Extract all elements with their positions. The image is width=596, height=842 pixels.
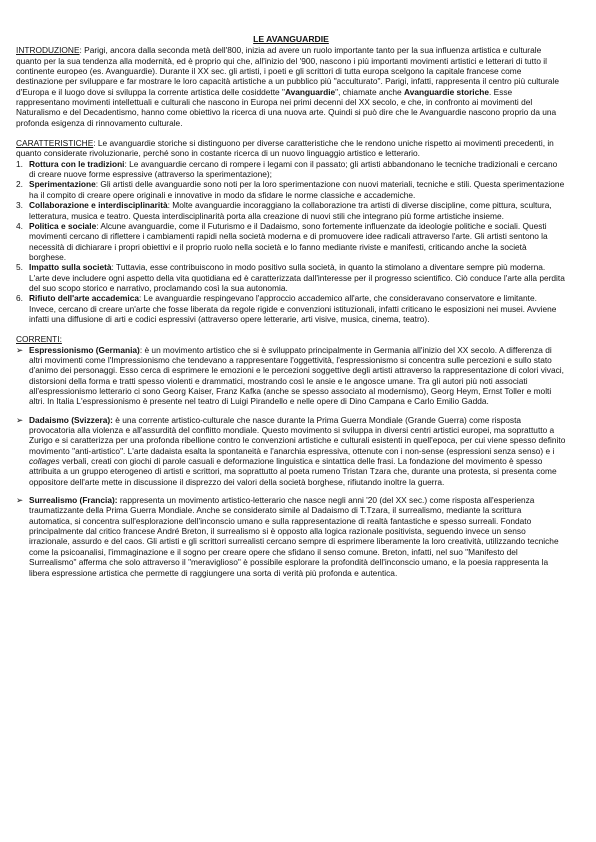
spacer: [16, 128, 566, 138]
car-item-number: 6.: [16, 293, 23, 304]
correnti-item-italic: collages: [29, 456, 60, 467]
intro-bold-1: Avanguardie: [284, 86, 336, 97]
car-item-head: Politica e sociale: [29, 220, 97, 231]
car-item-number: 5.: [16, 262, 23, 273]
car-item-head: Impatto sulla società: [29, 262, 112, 273]
car-item-text: : Le avanguardie cercano di rompere i legami con il passato; gli artisti abbandonano le tecniche tradizionali e cercano di creare nuove forme espressive (attraverso la sperimentazione);: [29, 158, 558, 180]
car-item-text: : Le avanguardie respingevano l'approccio accademico all'arte, che consideravano conservatore e limitante. Invece, cercano di creare un'arte che fosse liberata da regole rigide e convenzioni istituzionali, infatti criticano le esposizioni nei musei. Avviene infatti una diffusione di arti e codici espressivi (attraverso opere letterarie, arti visive, musica, cinema, teatro).: [29, 293, 557, 324]
car-list: [16, 159, 566, 325]
car-item-head: Rifiuto dell'arte accademica: [29, 293, 140, 304]
intro-bold-2: Avanguardie storiche: [404, 86, 490, 97]
correnti-heading: CORRENTI:: [16, 334, 62, 345]
car-item-head: Collaborazione e interdisciplinarità: [29, 200, 168, 211]
car-item-number: 3.: [16, 200, 23, 211]
correnti-item-text: rappresenta un movimento artistico-letterario che nasce negli anni '20 (del XX sec.) come risposta all'esperienza traumatizzante della Prima Guerra Mondiale. Anche se considerato simile al Dadaismo di T.Tzara, il surrealismo, mediante la scrittura automatica, si concentra sull'esplorazione dell'inconscio umano e sulla rappresentazione di realtà fantastiche e spesso surreali. Fondato principalmente dal critico francese André Breton, il surrealismo si è opposto alla logica razionale positivista, seguendo invece un senso irrazionale, assurdo e del caos. Gli artisti e gli scrittori surrealisti cercano sempre di esprimere liberamente la loro creatività, utilizzando tecniche come la psicoanalisi, l'immaginazione e il sogno per creare opere che sfidano il senso comune. Breton, infatti, nel suo "Manifesto del Surrealismo" afferma che solo attraverso il "meraviglioso" è possibile esplorare la profondità dell'inconscio umano, e la poesia rappresenta la libera espressione artistica che permette di raggiungere una sorta di verità più profonda e autentica.: [29, 495, 559, 578]
car-heading: CARATTERISTICHE: [16, 138, 94, 149]
correnti-item-dadaismo: [16, 415, 566, 487]
car-item-number: 4.: [16, 220, 23, 231]
spacer: [16, 487, 566, 495]
intro-paragraph: [16, 45, 566, 128]
car-item: [16, 293, 566, 324]
arrow-bullet-icon: ➢: [16, 414, 24, 425]
correnti-item-surrealismo: [16, 495, 566, 578]
car-intro-paragraph: [16, 138, 566, 159]
car-item-text: : Alcune avanguardie, come il Futurismo e il Dadaismo, sono fortemente influenzate da ideologie politiche e sociali. Questi movimenti cercano di riflettere i cambiamenti rapidi nella società moderna e di promuovere idee radicali attraverso l'arte. Gli artisti sentono la necessità di dichiarare i propri obiettivi e il proprio ruolo nella società e lo fanno mediante riviste e manifesti, criticando anche la società borghese.: [29, 220, 548, 262]
arrow-bullet-icon: ➢: [16, 344, 24, 355]
car-item-number: 1.: [16, 158, 23, 169]
intro-text-1: : Parigi, ancora dalla seconda metà dell'800, inizia ad avere un ruolo importante tanto per la sua influenza artistica e culturale quanto per la sua tendenza alla modernità, ed è proprio qui che, all'inizio del '900, nascono i più importanti movimenti artistici e letterari di tutto il continente europeo (es. Avanguardie). Durante il XX sec. gli artisti, i poeti e gli scrittori di tutta europa scelgono la capitale francese come destinazione per sviluppare e far mostrare le loro capacità artistiche a un pubblico più "acculturato". Parigi, infatti, rappresenta il centro più culturale d'Europa e il luogo dove si sviluppa la corrente artistica delle cosiddette ": [16, 45, 559, 97]
intro-heading: INTRODUZIONE: [16, 45, 80, 56]
car-item: [16, 221, 566, 262]
correnti-item-espressionismo: [16, 345, 566, 407]
car-item: [16, 179, 566, 200]
intro-text-3: . Esse rappresentano movimenti intellettuali e culturali che nascono in Europa nei primi decenni del XX secolo, e che, in confronto ai movimenti del Naturalismo e del Decadentismo, hanno come obiettivo la ricerca di una nuova arte. Quindi si può dire che le Avanguardie nascono proprio da una profonda esigenza di rinnovamento culturale.: [16, 86, 557, 128]
spacer: [16, 324, 566, 334]
correnti-item-head: Surrealismo (Francia):: [29, 495, 118, 506]
spacer: [16, 407, 566, 415]
correnti-list: [16, 345, 566, 578]
car-item: [16, 159, 566, 180]
correnti-item-text: è una corrente artistico-culturale che nasce durante la Prima Guerra Mondiale (Grande Guerra) come risposta provocatoria alla violenza e all'assurdità del conflitto mondiale. Questo movimento si sviluppa in diversi centri artistici europei, ma soprattutto a Zurigo e si caratterizza per una profonda ribellione contro le convenzioni artistiche e culturali esistenti in quell'epoca, per cui viene spesso definito movimento "anti-artistico". L'arte dadaista esalta la spontaneità e l'anarchia espressiva, ottenute con i non-sense (espressioni senza senso) e i: [29, 414, 566, 456]
correnti-item-head: Dadaismo (Svizzera):: [29, 414, 113, 425]
correnti-item-head: Espressionismo (Germania): [29, 344, 140, 355]
correnti-item-text: : è un movimento artistico che si è sviluppato principalmente in Germania all'inizio del XX secolo. A differenza di altri movimenti come l'Impressionismo che tendevano a rappresentare l'oggettività, l'espressionismo si concentra sulle percezioni e sullo stato d'animo dei personaggi. Esso cerca di esprimere le emozioni e le percezioni soggettive degli artisti attraverso la rappresentazione di colori vivaci, distorsioni della forma e tratti spesso violenti e drammatici, mostrando così le ansie e le angosce umane. Tra gli autori più noti associati all'espressionismo letterario ci sono Georg Kaiser, Franz Kafka (anche se spesso associato al modernismo), Georg Heym, Ernst Toller e molti altri. In Italia L'espressionismo è presente nel teatro di Luigi Pirandello e nelle opere di Dino Campana e Carlo Emilio Gadda.: [29, 344, 564, 407]
correnti-item-text-2: verbali, creati con giochi di parole casuali e deformazione linguistica e sintattica delle frasi. La fondazione del movimento è spesso attribuita a un gruppo eterogeneo di artisti e scrittori, ma soprattutto al poeta rumeno Tristan Tzara che, durante una protesta, si presenta come oppositore dell'arte mette in discussione il disprezzo dei valori della società borghese, rifiutando inoltre la guerra.: [29, 456, 557, 487]
car-item-head: Rottura con le tradizioni: [29, 158, 125, 169]
car-item-number: 2.: [16, 179, 23, 190]
car-item: [16, 262, 566, 293]
correnti-heading-line: [16, 334, 566, 344]
car-item-text: : Tuttavia, esse contribuiscono in modo positivo sulla società, in quanto la stimolano a diventare sempre più moderna. L'arte deve includere ogni aspetto della vita quotidiana ed è caratterizzata dall'interesse per il progresso scientifico. Ciò conduce l'arte alla perdita del suo scopo storico e narrativo, proclamando così la sua autonomia.: [29, 262, 565, 293]
car-item-text: : Molte avanguardie incoraggiano la collaborazione tra artisti di diverse discipline, come pittura, scultura, letteratura, musica e teatro. Questa interdisciplinarità porta alla creazione di nuovi stili che integrano più forme artistiche insieme.: [29, 200, 552, 221]
arrow-bullet-icon: ➢: [16, 495, 24, 506]
car-item-text: : Gli artisti delle avanguardie sono noti per la loro sperimentazione con nuovi materiali, tecniche e stili. Questa sperimentazione ha il compito di creare opere originali e innovative in modo da sfidare le norme classiche e accademiche.: [29, 179, 565, 200]
intro-text-2: ", chiamate anche: [335, 86, 404, 97]
car-item-head: Sperimentazione: [29, 179, 96, 190]
car-item: [16, 200, 566, 221]
car-intro-text: : Le avanguardie storiche si distinguono per diverse caratteristiche che le rendono uniche rispetto ai movimenti precedenti, in quanto considerate rivoluzionarie, perché sono in costante ricerca di un nuovo linguaggio artistico e letterario.: [16, 138, 554, 159]
document-title: LE AVANGUARDIE: [253, 34, 329, 44]
